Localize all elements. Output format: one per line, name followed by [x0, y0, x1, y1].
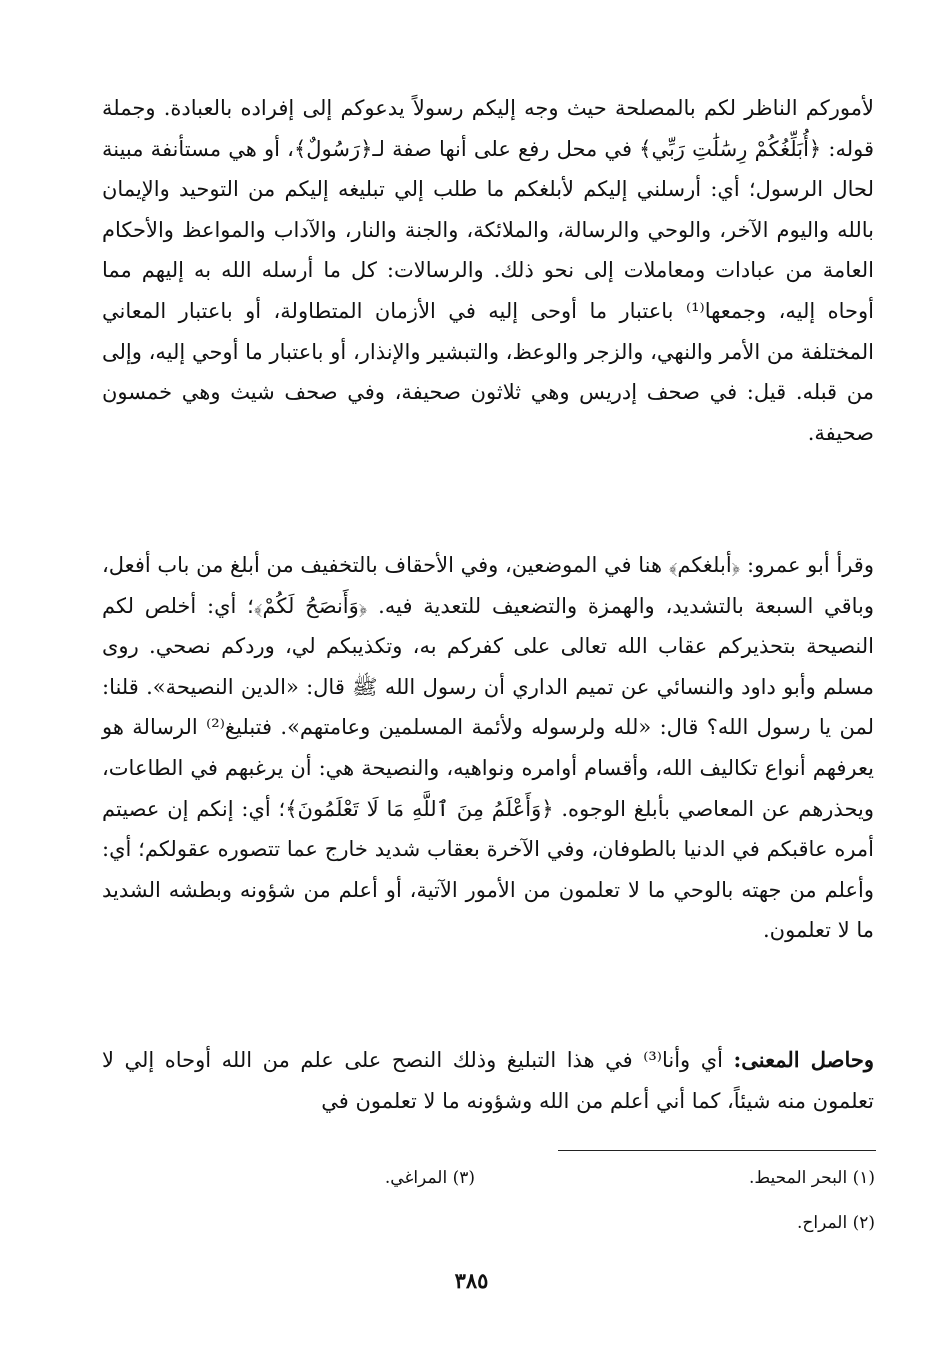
footnote-2: (٢) المراح.: [796, 1213, 875, 1233]
paragraph-1: لأموركم الناظر لكم بالمصلحة حيث وجه إليكم رسولاً يدعوكم إلى إفراده بالعبادة. وجملة قوله: ﴿أُبَلِّغُكُمْ رِسَٰلَٰتِ رَبِّي﴾ في محل رفع على أنها صفة لـ﴿رَسُولٌ﴾، أو هي مستأنفة مبينة لحال الرسول؛ أي: أرسلني إليكم لأبلغكم ما طلب إلي تبليغه إليكم من التوحيد والإيمان بالله واليوم الآخر، والوحي والرسالة، والملائكة، والجنة والنار، والآداب والمواعظ والأحكام العامة من عبادات ومعاملات إلى نحو ذلك. والرسالات: كل ما أرسله الله به إليهم مما أوحاه إليه، وجمعها⁽¹⁾ باعتبار ما أوحى إليه في الأزمان المتطاولة، أو باعتبار المعاني المختلفة من الأمر والنهي، والزجر والوعظ، والتبشير والإنذار، أو باعتبار ما أوحي إليه، وإلى من قبله. قيل: في صحف إدريس وهي ثلاثون صحيفة، وفي صحف شيث وهي خمسون صحيفة.: [102, 96, 874, 445]
paragraph-3: [102, 1040, 874, 1121]
page-number: ٣٨٥: [454, 1268, 489, 1293]
paragraph-2: وقرأ أبو عمرو: ﴿أبلغكم﴾ هنا في الموضعين، وفي الأحقاف بالتخفيف من أبلغ من باب أفعل، وباقي السبعة بالتشديد، والهمزة والتضعيف للتعدية فيه. ﴿وَأَنصَحُ لَكُمْ﴾؛ أي: أخلص لكم النصيحة بتحذيركم عقاب الله تعالى على كفركم به، وتكذيبكم لي، وردكم نصحي. روى مسلم وأبو داود والنسائي عن تميم الداري أن رسول الله ﷺ قال: «الدين النصيحة». قلنا: لمن يا رسول الله؟ قال: «لله ولرسوله ولأئمة المسلمين وعامتهم». فتبليغ⁽²⁾ الرسالة هو يعرفهم أنواع تكاليف الله، وأقسام أوامره ونواهيه، والنصيحة هي: أن يرغبهم في الطاعات، ويحذرهم عن المعاصي بأبلغ الوجوه. ﴿وَأَعْلَمُ مِنَ ٱللَّهِ مَا لَا تَعْلَمُونَ﴾؛ أي: إنكم إن عصيتم أمره عاقبكم في الدنيا بالطوفان، وفي الآخرة بعقاب شديد خارج عما تتصوره عقولكم؛ أي: وأعلم من جهته بالوحي ما لا تعلمون من الأمور الآتية، أو أعلم من شؤونه وبطشه الشديد ما لا تعلمون.: [102, 553, 875, 943]
footnote-3: (٣) المراغي.: [384, 1168, 475, 1188]
paragraph-3-lead: وحاصل المعنى:: [733, 1047, 875, 1072]
paragraph-3-body: أي وأنا⁽³⁾ في هذا التبليغ وذلك النصح على علم من الله أوحاه إلي لا تعلمون منه شيئاً، كما أني أعلم من الله وشؤونه ما لا تعلمون في: [102, 1048, 874, 1113]
footnote-separator: [558, 1150, 876, 1151]
footnote-1: (١) البحر المحيط.: [749, 1168, 875, 1188]
